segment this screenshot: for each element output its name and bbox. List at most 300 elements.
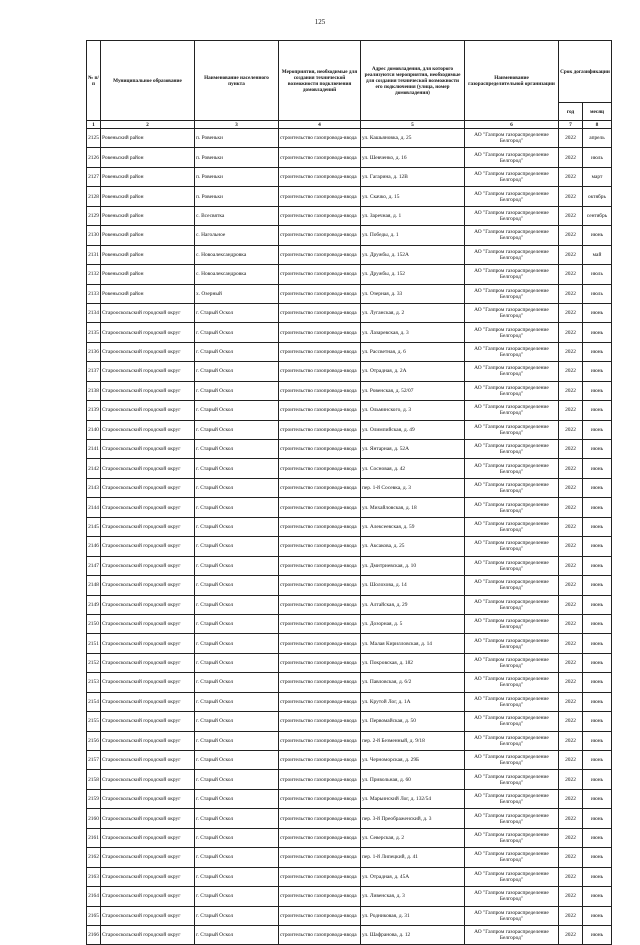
municipality-cell: Старооскольский городской округ bbox=[101, 828, 195, 847]
municipality-cell: Ровеньский район bbox=[101, 148, 195, 167]
measure-cell: строительство газопровода-ввода bbox=[279, 381, 361, 400]
measure-cell: строительство газопровода-ввода bbox=[279, 148, 361, 167]
row-number: 2132 bbox=[87, 265, 101, 284]
row-number: 2156 bbox=[87, 731, 101, 750]
address-cell: ул. Олимпийская, д. 49 bbox=[361, 420, 465, 439]
address-cell: ул. Павловская, д. 6/2 bbox=[361, 673, 465, 692]
year-cell: 2022 bbox=[559, 537, 583, 556]
org-cell: АО "Газпром газораспределение Белгород" bbox=[465, 925, 559, 944]
municipality-cell: Ровеньский район bbox=[101, 187, 195, 206]
column-index: 1 bbox=[87, 121, 101, 129]
org-cell: АО "Газпром газораспределение Белгород" bbox=[465, 362, 559, 381]
table-row bbox=[87, 595, 612, 614]
table-row bbox=[87, 167, 612, 186]
municipality-cell: Старооскольский городской округ bbox=[101, 556, 195, 575]
measure-cell: строительство газопровода-ввода bbox=[279, 828, 361, 847]
month-cell: июнь bbox=[583, 887, 612, 906]
locality-cell: г. Старый Оскол bbox=[195, 556, 279, 575]
municipality-cell: Старооскольский городской округ bbox=[101, 867, 195, 886]
measure-cell: строительство газопровода-ввода bbox=[279, 206, 361, 225]
municipality-cell: Старооскольский городской округ bbox=[101, 498, 195, 517]
table-row bbox=[87, 556, 612, 575]
year-cell: 2022 bbox=[559, 751, 583, 770]
table-row bbox=[87, 303, 612, 322]
org-cell: АО "Газпром газораспределение Белгород" bbox=[465, 284, 559, 303]
month-cell: июнь bbox=[583, 770, 612, 789]
month-cell: июнь bbox=[583, 556, 612, 575]
locality-cell: с. Всесвятка bbox=[195, 206, 279, 225]
locality-cell: г. Старый Оскол bbox=[195, 634, 279, 653]
year-cell: 2022 bbox=[559, 265, 583, 284]
address-cell: ул. Привольная, д. 60 bbox=[361, 770, 465, 789]
row-number: 2137 bbox=[87, 362, 101, 381]
column-index: 4 bbox=[279, 121, 361, 129]
org-cell: АО "Газпром газораспределение Белгород" bbox=[465, 809, 559, 828]
column-index: 2 bbox=[101, 121, 195, 129]
month-cell: июнь bbox=[583, 226, 612, 245]
municipality-cell: Ровеньский район bbox=[101, 245, 195, 264]
month-cell: июнь bbox=[583, 925, 612, 944]
month-cell: октябрь bbox=[583, 187, 612, 206]
month-cell: июнь bbox=[583, 692, 612, 711]
column-index: 5 bbox=[361, 121, 465, 129]
locality-cell: г. Старый Оскол bbox=[195, 692, 279, 711]
address-cell: ул. Луганская, д. 2 bbox=[361, 303, 465, 322]
table-row bbox=[87, 712, 612, 731]
municipality-cell: Старооскольский городской округ bbox=[101, 517, 195, 536]
year-cell: 2022 bbox=[559, 576, 583, 595]
address-cell: ул. Аксакова, д. 25 bbox=[361, 537, 465, 556]
row-number: 2149 bbox=[87, 595, 101, 614]
year-cell: 2022 bbox=[559, 206, 583, 225]
row-number: 2144 bbox=[87, 498, 101, 517]
municipality-cell: Старооскольский городской округ bbox=[101, 906, 195, 925]
locality-cell: г. Старый Оскол bbox=[195, 420, 279, 439]
month-cell: май bbox=[583, 245, 612, 264]
measure-cell: строительство газопровода-ввода bbox=[279, 614, 361, 633]
table-row bbox=[87, 187, 612, 206]
measure-cell: строительство газопровода-ввода bbox=[279, 576, 361, 595]
month-cell: июнь bbox=[583, 576, 612, 595]
table-row bbox=[87, 148, 612, 167]
address-cell: ул. Дмитриевская, д. 10 bbox=[361, 556, 465, 575]
locality-cell: г. Старый Оскол bbox=[195, 323, 279, 342]
year-cell: 2022 bbox=[559, 284, 583, 303]
year-cell: 2022 bbox=[559, 517, 583, 536]
table-row bbox=[87, 692, 612, 711]
locality-cell: г. Старый Оскол bbox=[195, 828, 279, 847]
column-index: 3 bbox=[195, 121, 279, 129]
org-cell: АО "Газпром газораспределение Белгород" bbox=[465, 245, 559, 264]
measure-cell: строительство газопровода-ввода bbox=[279, 342, 361, 361]
municipality-cell: Старооскольский городской округ bbox=[101, 731, 195, 750]
address-cell: ул. Дружбы, д. 152А bbox=[361, 245, 465, 264]
measure-cell: строительство газопровода-ввода bbox=[279, 401, 361, 420]
address-cell: ул. Ливенская, д. 3 bbox=[361, 887, 465, 906]
address-cell: ул. Победы, д. 1 bbox=[361, 226, 465, 245]
month-cell: июнь bbox=[583, 498, 612, 517]
measure-cell: строительство газопровода-ввода bbox=[279, 459, 361, 478]
header-deadline: Срок догазификации bbox=[559, 41, 612, 103]
municipality-cell: Ровеньский район bbox=[101, 265, 195, 284]
month-cell: март bbox=[583, 167, 612, 186]
year-cell: 2022 bbox=[559, 653, 583, 672]
month-cell: июнь bbox=[583, 362, 612, 381]
org-cell: АО "Газпром газораспределение Белгород" bbox=[465, 401, 559, 420]
month-cell: июнь bbox=[583, 440, 612, 459]
column-index: 7 bbox=[559, 121, 583, 129]
page-number: 125 bbox=[314, 18, 326, 26]
org-cell: АО "Газпром газораспределение Белгород" bbox=[465, 595, 559, 614]
org-cell: АО "Газпром газораспределение Белгород" bbox=[465, 770, 559, 789]
year-cell: 2022 bbox=[559, 478, 583, 497]
address-cell: ул. Покровская, д. 182 bbox=[361, 653, 465, 672]
measure-cell: строительство газопровода-ввода bbox=[279, 187, 361, 206]
row-number: 2163 bbox=[87, 867, 101, 886]
year-cell: 2022 bbox=[559, 303, 583, 322]
row-number: 2128 bbox=[87, 187, 101, 206]
year-cell: 2022 bbox=[559, 381, 583, 400]
year-cell: 2022 bbox=[559, 459, 583, 478]
measure-cell: строительство газопровода-ввода bbox=[279, 265, 361, 284]
locality-cell: г. Старый Оскол bbox=[195, 925, 279, 944]
table-row bbox=[87, 459, 612, 478]
org-cell: АО "Газпром газораспределение Белгород" bbox=[465, 789, 559, 808]
locality-cell: г. Старый Оскол bbox=[195, 653, 279, 672]
row-number: 2146 bbox=[87, 537, 101, 556]
org-cell: АО "Газпром газораспределение Белгород" bbox=[465, 692, 559, 711]
table-row bbox=[87, 440, 612, 459]
row-number: 2150 bbox=[87, 614, 101, 633]
year-cell: 2022 bbox=[559, 828, 583, 847]
year-cell: 2022 bbox=[559, 673, 583, 692]
measure-cell: строительство газопровода-ввода bbox=[279, 129, 361, 148]
measure-cell: строительство газопровода-ввода bbox=[279, 440, 361, 459]
month-cell: июнь bbox=[583, 401, 612, 420]
address-cell: ул. Отрадная, д. 2А bbox=[361, 362, 465, 381]
locality-cell: г. Старый Оскол bbox=[195, 906, 279, 925]
table-row bbox=[87, 653, 612, 672]
header-num: № п/п bbox=[87, 41, 101, 121]
measure-cell: строительство газопровода-ввода bbox=[279, 303, 361, 322]
year-cell: 2022 bbox=[559, 401, 583, 420]
row-number: 2155 bbox=[87, 712, 101, 731]
locality-cell: х. Озерный bbox=[195, 284, 279, 303]
row-number: 2154 bbox=[87, 692, 101, 711]
year-cell: 2022 bbox=[559, 887, 583, 906]
address-cell: ул. Ровенская, д. 52/07 bbox=[361, 381, 465, 400]
measure-cell: строительство газопровода-ввода bbox=[279, 245, 361, 264]
table-row bbox=[87, 770, 612, 789]
table-row bbox=[87, 478, 612, 497]
org-cell: АО "Газпром газораспределение Белгород" bbox=[465, 556, 559, 575]
municipality-cell: Ровеньский район bbox=[101, 206, 195, 225]
row-number: 2160 bbox=[87, 809, 101, 828]
month-cell: июнь bbox=[583, 848, 612, 867]
row-number: 2141 bbox=[87, 440, 101, 459]
org-cell: АО "Газпром газораспределение Белгород" bbox=[465, 478, 559, 497]
table-row bbox=[87, 867, 612, 886]
org-cell: АО "Газпром газораспределение Белгород" bbox=[465, 634, 559, 653]
address-cell: ул. Дозорная, д. 5 bbox=[361, 614, 465, 633]
row-number: 2157 bbox=[87, 751, 101, 770]
measure-cell: строительство газопровода-ввода bbox=[279, 867, 361, 886]
measure-cell: строительство газопровода-ввода bbox=[279, 731, 361, 750]
month-cell: июнь bbox=[583, 867, 612, 886]
org-cell: АО "Газпром газораспределение Белгород" bbox=[465, 887, 559, 906]
locality-cell: г. Старый Оскол bbox=[195, 498, 279, 517]
measure-cell: строительство газопровода-ввода bbox=[279, 848, 361, 867]
month-cell: июнь bbox=[583, 751, 612, 770]
month-cell: июнь bbox=[583, 303, 612, 322]
municipality-cell: Старооскольский городской округ bbox=[101, 751, 195, 770]
municipality-cell: Ровеньский район bbox=[101, 284, 195, 303]
locality-cell: г. Старый Оскол bbox=[195, 809, 279, 828]
org-cell: АО "Газпром газораспределение Белгород" bbox=[465, 459, 559, 478]
month-cell: июль bbox=[583, 265, 612, 284]
address-cell: ул. Родниковая, д. 31 bbox=[361, 906, 465, 925]
row-number: 2166 bbox=[87, 925, 101, 944]
locality-cell: г. Старый Оскол bbox=[195, 789, 279, 808]
municipality-cell: Старооскольский городской округ bbox=[101, 887, 195, 906]
municipality-cell: Старооскольский городской округ bbox=[101, 323, 195, 342]
row-number: 2147 bbox=[87, 556, 101, 575]
table-row bbox=[87, 673, 612, 692]
measure-cell: строительство газопровода-ввода bbox=[279, 887, 361, 906]
month-cell: июнь bbox=[583, 323, 612, 342]
locality-cell: г. Старый Оскол bbox=[195, 342, 279, 361]
year-cell: 2022 bbox=[559, 167, 583, 186]
org-cell: АО "Газпром газораспределение Белгород" bbox=[465, 323, 559, 342]
month-cell: июнь bbox=[583, 809, 612, 828]
table-row bbox=[87, 828, 612, 847]
table-row bbox=[87, 342, 612, 361]
row-number: 2140 bbox=[87, 420, 101, 439]
month-cell: июнь bbox=[583, 673, 612, 692]
org-cell: АО "Газпром газораспределение Белгород" bbox=[465, 653, 559, 672]
month-cell: июль bbox=[583, 148, 612, 167]
year-cell: 2022 bbox=[559, 226, 583, 245]
year-cell: 2022 bbox=[559, 556, 583, 575]
org-cell: АО "Газпром газораспределение Белгород" bbox=[465, 129, 559, 148]
table-row bbox=[87, 284, 612, 303]
row-number: 2126 bbox=[87, 148, 101, 167]
year-cell: 2022 bbox=[559, 498, 583, 517]
locality-cell: г. Старый Оскол bbox=[195, 867, 279, 886]
municipality-cell: Старооскольский городской округ bbox=[101, 459, 195, 478]
address-cell: пер. 2-й Безменный, д. 9/18 bbox=[361, 731, 465, 750]
municipality-cell: Старооскольский городской округ bbox=[101, 478, 195, 497]
row-number: 2153 bbox=[87, 673, 101, 692]
table-row bbox=[87, 614, 612, 633]
municipality-cell: Старооскольский городской округ bbox=[101, 712, 195, 731]
row-number: 2159 bbox=[87, 789, 101, 808]
table-row bbox=[87, 576, 612, 595]
municipality-cell: Старооскольский городской округ bbox=[101, 595, 195, 614]
municipality-cell: Старооскольский городской округ bbox=[101, 381, 195, 400]
address-cell: пер. 1-й Сосевка, д. 3 bbox=[361, 478, 465, 497]
row-number: 2161 bbox=[87, 828, 101, 847]
address-cell: ул. Скачко, д. 15 bbox=[361, 187, 465, 206]
org-cell: АО "Газпром газораспределение Белгород" bbox=[465, 381, 559, 400]
address-cell: ул. Озерная, д. 33 bbox=[361, 284, 465, 303]
row-number: 2138 bbox=[87, 381, 101, 400]
municipality-cell: Старооскольский городской округ bbox=[101, 653, 195, 672]
municipality-cell: Старооскольский городской округ bbox=[101, 925, 195, 944]
municipality-cell: Ровеньский район bbox=[101, 167, 195, 186]
org-cell: АО "Газпром газораспределение Белгород" bbox=[465, 265, 559, 284]
year-cell: 2022 bbox=[559, 925, 583, 944]
header-org: Наименование газораспределительной организации bbox=[465, 41, 559, 121]
year-cell: 2022 bbox=[559, 906, 583, 925]
table-row bbox=[87, 537, 612, 556]
row-number: 2130 bbox=[87, 226, 101, 245]
year-cell: 2022 bbox=[559, 129, 583, 148]
header-year: год bbox=[559, 103, 583, 121]
municipality-cell: Старооскольский городской округ bbox=[101, 420, 195, 439]
municipality-cell: Старооскольский городской округ bbox=[101, 789, 195, 808]
row-number: 2133 bbox=[87, 284, 101, 303]
table-row bbox=[87, 634, 612, 653]
header-measures: Мероприятия, необходимые для создания технической возможности подключения домовладений bbox=[279, 41, 361, 121]
municipality-cell: Старооскольский городской округ bbox=[101, 634, 195, 653]
row-number: 2162 bbox=[87, 848, 101, 867]
header-month: месяц bbox=[583, 103, 612, 121]
municipality-cell: Ровеньский район bbox=[101, 129, 195, 148]
row-number: 2125 bbox=[87, 129, 101, 148]
year-cell: 2022 bbox=[559, 342, 583, 361]
table-row bbox=[87, 517, 612, 536]
year-cell: 2022 bbox=[559, 731, 583, 750]
measure-cell: строительство газопровода-ввода bbox=[279, 789, 361, 808]
address-cell: ул. Шафранова, д. 12 bbox=[361, 925, 465, 944]
locality-cell: п. Ровеньки bbox=[195, 187, 279, 206]
row-number: 2145 bbox=[87, 517, 101, 536]
table-row bbox=[87, 362, 612, 381]
address-cell: ул. Северская, д. 2 bbox=[361, 828, 465, 847]
locality-cell: г. Старый Оскол bbox=[195, 517, 279, 536]
row-number: 2152 bbox=[87, 653, 101, 672]
org-cell: АО "Газпром газораспределение Белгород" bbox=[465, 537, 559, 556]
municipality-cell: Старооскольский городской округ bbox=[101, 614, 195, 633]
address-cell: ул. Первомайская, д. 50 bbox=[361, 712, 465, 731]
org-cell: АО "Газпром газораспределение Белгород" bbox=[465, 167, 559, 186]
municipality-cell: Старооскольский городской округ bbox=[101, 440, 195, 459]
locality-cell: г. Старый Оскол bbox=[195, 459, 279, 478]
municipality-cell: Старооскольский городской округ bbox=[101, 401, 195, 420]
month-cell: июль bbox=[583, 284, 612, 303]
municipality-cell: Старооскольский городской округ bbox=[101, 692, 195, 711]
table-row bbox=[87, 420, 612, 439]
municipality-cell: Старооскольский городской округ bbox=[101, 848, 195, 867]
row-number: 2136 bbox=[87, 342, 101, 361]
measure-cell: строительство газопровода-ввода bbox=[279, 653, 361, 672]
table-row bbox=[87, 226, 612, 245]
column-index: 8 bbox=[583, 121, 612, 129]
org-cell: АО "Газпром газораспределение Белгород" bbox=[465, 712, 559, 731]
measure-cell: строительство газопровода-ввода bbox=[279, 692, 361, 711]
year-cell: 2022 bbox=[559, 692, 583, 711]
month-cell: июнь bbox=[583, 342, 612, 361]
municipality-cell: Старооскольский городской округ bbox=[101, 362, 195, 381]
address-cell: ул. Михайловская, д. 18 bbox=[361, 498, 465, 517]
table-row bbox=[87, 809, 612, 828]
org-cell: АО "Газпром газораспределение Белгород" bbox=[465, 906, 559, 925]
month-cell: июнь bbox=[583, 478, 612, 497]
org-cell: АО "Газпром газораспределение Белгород" bbox=[465, 226, 559, 245]
org-cell: АО "Газпром газораспределение Белгород" bbox=[465, 148, 559, 167]
locality-cell: п. Ровеньки bbox=[195, 129, 279, 148]
month-cell: июнь bbox=[583, 537, 612, 556]
measure-cell: строительство газопровода-ввода bbox=[279, 634, 361, 653]
month-cell: июнь bbox=[583, 517, 612, 536]
table-row bbox=[87, 206, 612, 225]
locality-cell: г. Старый Оскол bbox=[195, 751, 279, 770]
municipality-cell: Старооскольский городской округ bbox=[101, 576, 195, 595]
year-cell: 2022 bbox=[559, 867, 583, 886]
row-number: 2127 bbox=[87, 167, 101, 186]
address-cell: ул. Кашьяновка, д. 25 bbox=[361, 129, 465, 148]
address-cell: ул. Шолохова, д. 14 bbox=[361, 576, 465, 595]
row-number: 2142 bbox=[87, 459, 101, 478]
month-cell: июнь bbox=[583, 712, 612, 731]
locality-cell: г. Старый Оскол bbox=[195, 478, 279, 497]
header-address: Адрес домовладения, для которого реализуются мероприятия, необходимые для создания технической возможности его подключения (улица, номер домовладения) bbox=[361, 41, 465, 121]
locality-cell: г. Старый Оскол bbox=[195, 673, 279, 692]
address-cell: ул. Заречная, д. 1 bbox=[361, 206, 465, 225]
year-cell: 2022 bbox=[559, 789, 583, 808]
municipality-cell: Старооскольский городской округ bbox=[101, 770, 195, 789]
municipality-cell: Старооскольский городской округ bbox=[101, 809, 195, 828]
locality-cell: с. Нагольное bbox=[195, 226, 279, 245]
locality-cell: п. Ровеньки bbox=[195, 148, 279, 167]
table-row bbox=[87, 323, 612, 342]
month-cell: апрель bbox=[583, 129, 612, 148]
table-row bbox=[87, 265, 612, 284]
month-cell: июнь bbox=[583, 828, 612, 847]
row-number: 2151 bbox=[87, 634, 101, 653]
locality-cell: г. Старый Оскол bbox=[195, 887, 279, 906]
row-number: 2139 bbox=[87, 401, 101, 420]
locality-cell: г. Старый Оскол bbox=[195, 537, 279, 556]
org-cell: АО "Газпром газораспределение Белгород" bbox=[465, 731, 559, 750]
month-cell: сентябрь bbox=[583, 206, 612, 225]
row-number: 2164 bbox=[87, 887, 101, 906]
address-cell: ул. Шевченко, д. 16 bbox=[361, 148, 465, 167]
table-row bbox=[87, 731, 612, 750]
address-cell: ул. Отрадная, д. 45А bbox=[361, 867, 465, 886]
locality-cell: г. Старый Оскол bbox=[195, 303, 279, 322]
municipality-cell: Старооскольский городской округ bbox=[101, 303, 195, 322]
measure-cell: строительство газопровода-ввода bbox=[279, 925, 361, 944]
year-cell: 2022 bbox=[559, 420, 583, 439]
org-cell: АО "Газпром газораспределение Белгород" bbox=[465, 867, 559, 886]
municipality-cell: Старооскольский городской округ bbox=[101, 537, 195, 556]
month-cell: июнь bbox=[583, 614, 612, 633]
locality-cell: г. Старый Оскол bbox=[195, 614, 279, 633]
table-row bbox=[87, 381, 612, 400]
org-cell: АО "Газпром газораспределение Белгород" bbox=[465, 206, 559, 225]
org-cell: АО "Газпром газораспределение Белгород" bbox=[465, 303, 559, 322]
locality-cell: г. Старый Оскол bbox=[195, 362, 279, 381]
column-index: 6 bbox=[465, 121, 559, 129]
year-cell: 2022 bbox=[559, 614, 583, 633]
measure-cell: строительство газопровода-ввода bbox=[279, 809, 361, 828]
address-cell: ул. Крутой Лог, д. 1А bbox=[361, 692, 465, 711]
org-cell: АО "Газпром газораспределение Белгород" bbox=[465, 828, 559, 847]
table-row bbox=[87, 925, 612, 944]
municipality-cell: Ровеньский район bbox=[101, 226, 195, 245]
